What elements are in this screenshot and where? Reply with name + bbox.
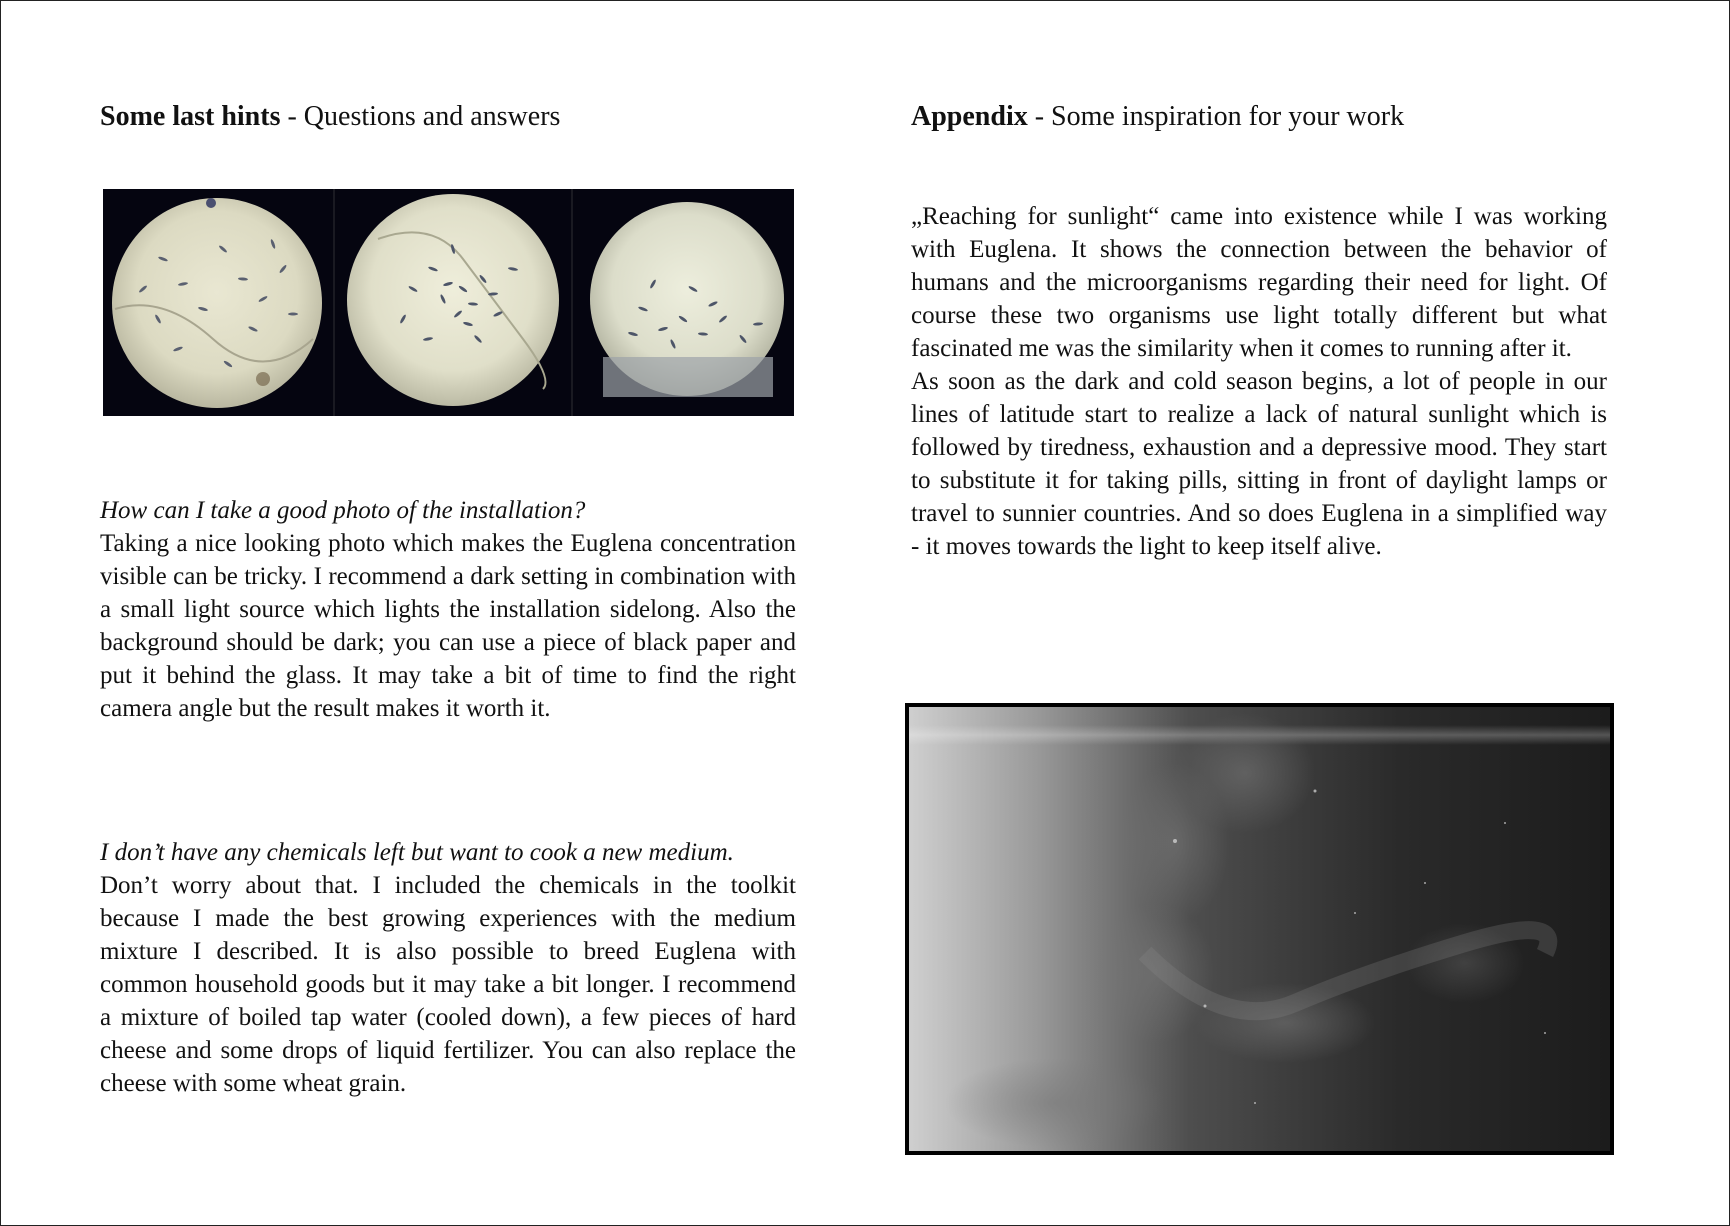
left-heading-bold: Some last hints xyxy=(100,101,281,132)
qa-answer: Don’t worry about that. I included the chemicals in the toolkit because I made the best growing experiences with the medium mixture I described. It is also possible to breed Euglena with common household goods but it may take a bit longer. I recommend a mixture of boiled tap water (cooled down), a few pieces of hard cheese and some drops of liquid fertilizer. You can also replace the cheese with some wheat grain. xyxy=(100,872,796,1097)
microscope-view-1 xyxy=(112,198,322,408)
euglena-light-photo xyxy=(905,703,1614,1155)
microscope-images xyxy=(103,189,794,416)
qa-item-medium xyxy=(100,836,796,1100)
left-heading xyxy=(100,99,560,135)
right-heading xyxy=(911,99,1404,135)
appendix-paragraph-1: „Reaching for sunlight“ came into existence while I was working with Euglena. It shows the connection between the behavior of humans and the microorganisms regarding their need for light. Of course these two organisms use light totally different but what fascinated me was the similarity when it comes to running after it. xyxy=(911,203,1607,362)
appendix-body xyxy=(911,200,1607,563)
microscope-view-3 xyxy=(590,202,784,397)
appendix-paragraph-2: As soon as the dark and cold season begins, a lot of people in our lines of latitude start to realize a lack of natural sunlight which is followed by tiredness, exhaustion and a depressive mood. They start to substitute it for taking pills, sitting in front of daylight lamps or travel to sunnier countries. And so does Euglena in a simplified way - it moves towards the light to keep itself alive. xyxy=(911,368,1607,560)
qa-answer: Taking a nice looking photo which makes the Euglena concentration visible can be tricky. I recommend a dark setting in combination with a small light source which lights the installation sidelong. Also the background should be dark; you can use a piece of black paper and put it behind the glass. It may take a bit of time to find the right camera angle but the result makes it worth it. xyxy=(100,530,796,722)
qa-question: I don’t have any chemicals left but want to cook a new medium. xyxy=(100,839,734,866)
qa-item-photo xyxy=(100,494,796,725)
right-heading-rest: - Some inspiration for your work xyxy=(1027,101,1405,132)
qa-question: How can I take a good photo of the installation? xyxy=(100,497,586,524)
microscope-view-2 xyxy=(347,194,559,406)
left-heading-rest: - Questions and answers xyxy=(280,101,561,132)
right-heading-bold: Appendix xyxy=(911,101,1028,132)
